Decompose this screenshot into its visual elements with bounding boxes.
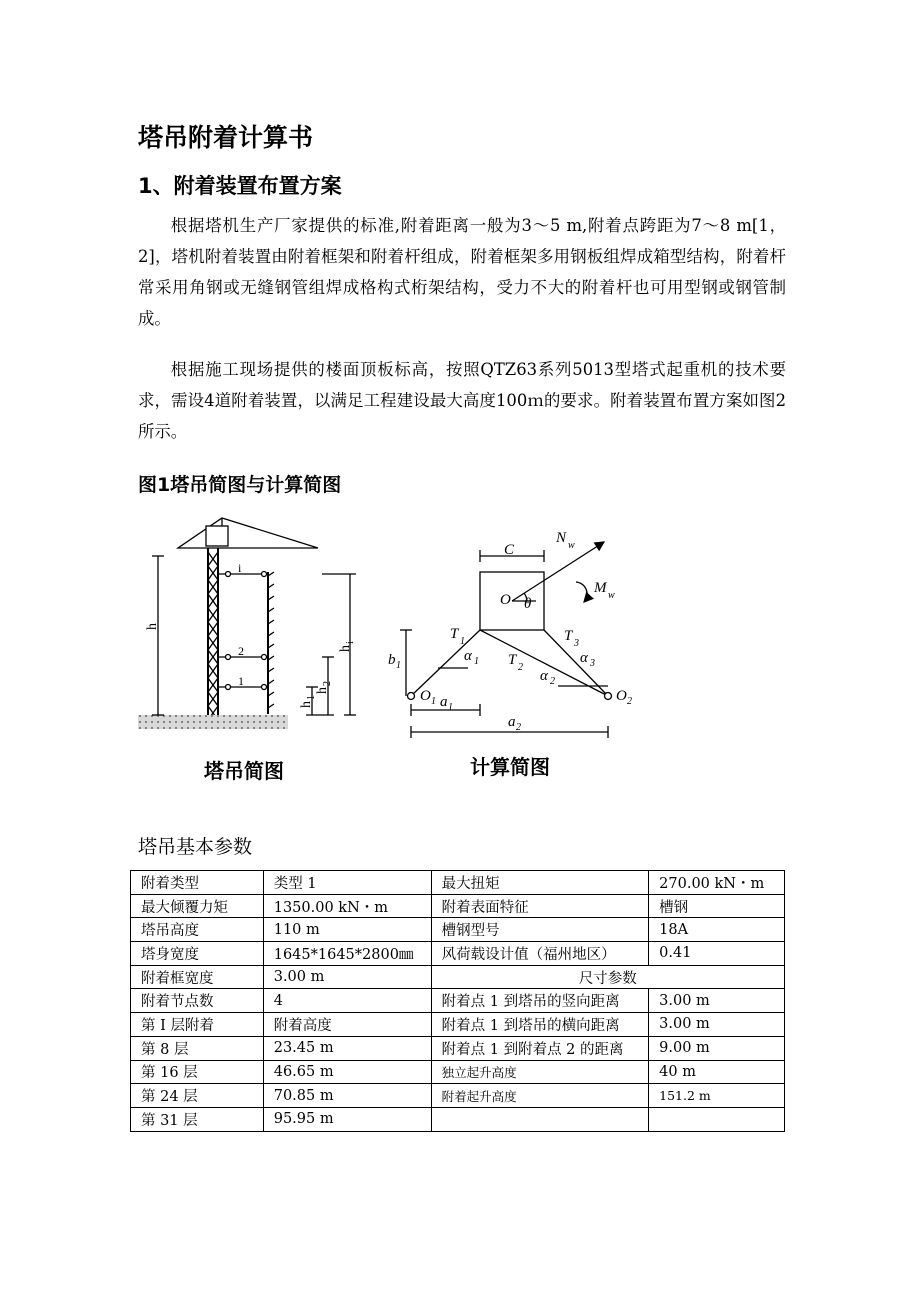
calculation-labels — [388, 530, 632, 733]
table-cell: 3.00 m — [263, 965, 431, 989]
table-row — [131, 894, 785, 918]
table-row — [131, 1013, 785, 1037]
table-cell: 附着框宽度 — [131, 965, 264, 989]
crane-mast — [208, 548, 218, 722]
label-t2: T — [508, 652, 517, 668]
label-h2-sub: 2 — [322, 681, 333, 686]
table-cell: 18A — [649, 918, 785, 942]
label-h: h — [145, 623, 160, 630]
label-o: O — [500, 592, 511, 608]
moment-mw-arrow — [576, 582, 587, 602]
table-cell: 110 m — [263, 918, 431, 942]
paragraph-2: 根据施工现场提供的楼面顶板标高，按照QTZ63系列5013型塔式起重机的技术要求，需设4道附着装置，以满足工程建设最大高度100ｍ的要求。附着装置布置方案如图2 所示。 — [138, 360, 786, 441]
label-alpha2-sub: 2 — [550, 676, 555, 687]
label-node-1: 1 — [238, 674, 244, 688]
table-cell: 塔身宽度 — [131, 942, 264, 966]
label-o2-sub: 2 — [627, 696, 632, 707]
table-cell: 46.65 m — [263, 1060, 431, 1084]
table-row — [131, 1060, 785, 1084]
paragraph-1: 根据塔机生产厂家提供的标准,附着距离一般为3～5 m,附着点跨距为7～8 m[1，2]，塔机附着装置由附着框架和附着杆组成，附着框架多用钢板组焊成箱型结构，附着杆常采用角钢或无缝钢管组焊成格构式桁架结构，受力不大的附着杆也可用型钢或钢管制成。 — [138, 216, 786, 328]
parameters-table — [130, 870, 785, 1132]
table-cell: 槽钢型号 — [431, 918, 649, 942]
label-alpha1-sub: 1 — [474, 656, 479, 667]
label-t1-sub: 1 — [460, 636, 465, 647]
label-t2-sub: 2 — [518, 662, 523, 673]
table-cell: 附着高度 — [263, 1013, 431, 1037]
label-theta: θ — [524, 596, 532, 612]
table-cell: 151.2 m — [649, 1084, 785, 1108]
crane-jib — [178, 518, 318, 548]
table-title: 塔吊基本参数 — [138, 836, 253, 858]
table-cell-span: 尺寸参数 — [431, 965, 784, 989]
table-row — [131, 1036, 785, 1060]
table-cell — [649, 1107, 785, 1131]
label-a1: a — [440, 694, 448, 710]
table-cell: 塔吊高度 — [131, 918, 264, 942]
crane-cab — [206, 526, 228, 546]
table-cell: 风荷载设计值（福州地区） — [431, 942, 649, 966]
table-cell: 最大倾覆力矩 — [131, 894, 264, 918]
label-hi-sub: i — [345, 641, 356, 644]
label-node-2: 2 — [238, 644, 244, 658]
calculation-sketch-caption: 计算简图 — [470, 755, 550, 779]
label-t3: T — [564, 628, 573, 644]
table-cell: 槽钢 — [649, 894, 785, 918]
table-cell: 类型 1 — [263, 871, 431, 895]
table-cell: 附着点 1 到塔吊的横向距离 — [431, 1013, 649, 1037]
table-cell: 独立起升高度 — [431, 1060, 649, 1084]
table-cell: 9.00 m — [649, 1036, 785, 1060]
section-heading: 1、附着装置布置方案 — [138, 174, 342, 198]
table-cell: 1645*1645*2800㎜ — [263, 942, 431, 966]
label-a2-sub: 2 — [516, 722, 521, 733]
table-row — [131, 942, 785, 966]
label-h1-sub: 1 — [306, 695, 317, 700]
table-cell: 第 8 层 — [131, 1036, 264, 1060]
figure-caption: 图1塔吊简图与计算简图 — [138, 474, 342, 496]
table-row — [131, 1107, 785, 1131]
label-m-sub: w — [608, 590, 615, 601]
calculation-sketch — [400, 542, 612, 738]
table-cell: 附着类型 — [131, 871, 264, 895]
table-cell: 40 m — [649, 1060, 785, 1084]
table-cell: 0.41 — [649, 942, 785, 966]
label-o1: O — [420, 688, 431, 704]
table-cell: 1350.00 kN・m — [263, 894, 431, 918]
label-alpha2: α — [540, 668, 548, 684]
table-row — [131, 1084, 785, 1108]
label-h1: h — [299, 701, 314, 708]
label-node-i: i — [238, 561, 242, 575]
label-n: N — [556, 530, 567, 546]
table-cell: 最大扭矩 — [431, 871, 649, 895]
crane-diagram-figure — [138, 510, 658, 795]
label-a1-sub: 1 — [448, 702, 453, 713]
label-t1: T — [450, 626, 459, 642]
label-alpha1: α — [464, 648, 472, 664]
table-cell: 3.00 m — [649, 989, 785, 1013]
label-t3-sub: 3 — [574, 638, 579, 649]
label-alpha3: α — [580, 650, 588, 666]
label-n-sub: w — [568, 540, 575, 551]
table-cell: 3.00 m — [649, 1013, 785, 1037]
table-row — [131, 918, 785, 942]
label-b1-sub: 1 — [396, 660, 401, 671]
table-cell: 23.45 m — [263, 1036, 431, 1060]
table-cell: 第 31 层 — [131, 1107, 264, 1131]
table-row — [131, 989, 785, 1013]
table-cell: 第 24 层 — [131, 1084, 264, 1108]
table-cell: 附着点 1 到塔吊的竖向距离 — [431, 989, 649, 1013]
table-row — [131, 871, 785, 895]
table-cell: 第 16 层 — [131, 1060, 264, 1084]
label-c: C — [504, 542, 515, 558]
label-alpha3-sub: 3 — [590, 658, 595, 669]
table-cell — [431, 1107, 649, 1131]
table-cell: 95.95 m — [263, 1107, 431, 1131]
table-cell: 附着点 1 到附着点 2 的距离 — [431, 1036, 649, 1060]
label-a2: a — [508, 714, 516, 730]
table-cell: 附着起升高度 — [431, 1084, 649, 1108]
crane-sketch-caption: 塔吊简图 — [204, 759, 284, 783]
table-row — [131, 965, 785, 989]
crane-sketch — [138, 518, 356, 729]
table-cell: 70.85 m — [263, 1084, 431, 1108]
table-cell: 第 I 层附着 — [131, 1013, 264, 1037]
label-o2: O — [616, 688, 627, 704]
label-b1: b — [388, 652, 396, 668]
table-cell: 270.00 kN・m — [649, 871, 785, 895]
table-cell: 附着表面特征 — [431, 894, 649, 918]
document-title: 塔吊附着计算书 — [138, 123, 314, 152]
table-cell: 附着节点数 — [131, 989, 264, 1013]
crane-labels — [145, 561, 356, 708]
label-h2: h — [315, 687, 330, 694]
label-hi: h — [338, 645, 353, 652]
ground — [138, 715, 288, 729]
label-m: M — [594, 580, 607, 596]
label-o1-sub: 1 — [431, 696, 436, 707]
table-cell: 4 — [263, 989, 431, 1013]
